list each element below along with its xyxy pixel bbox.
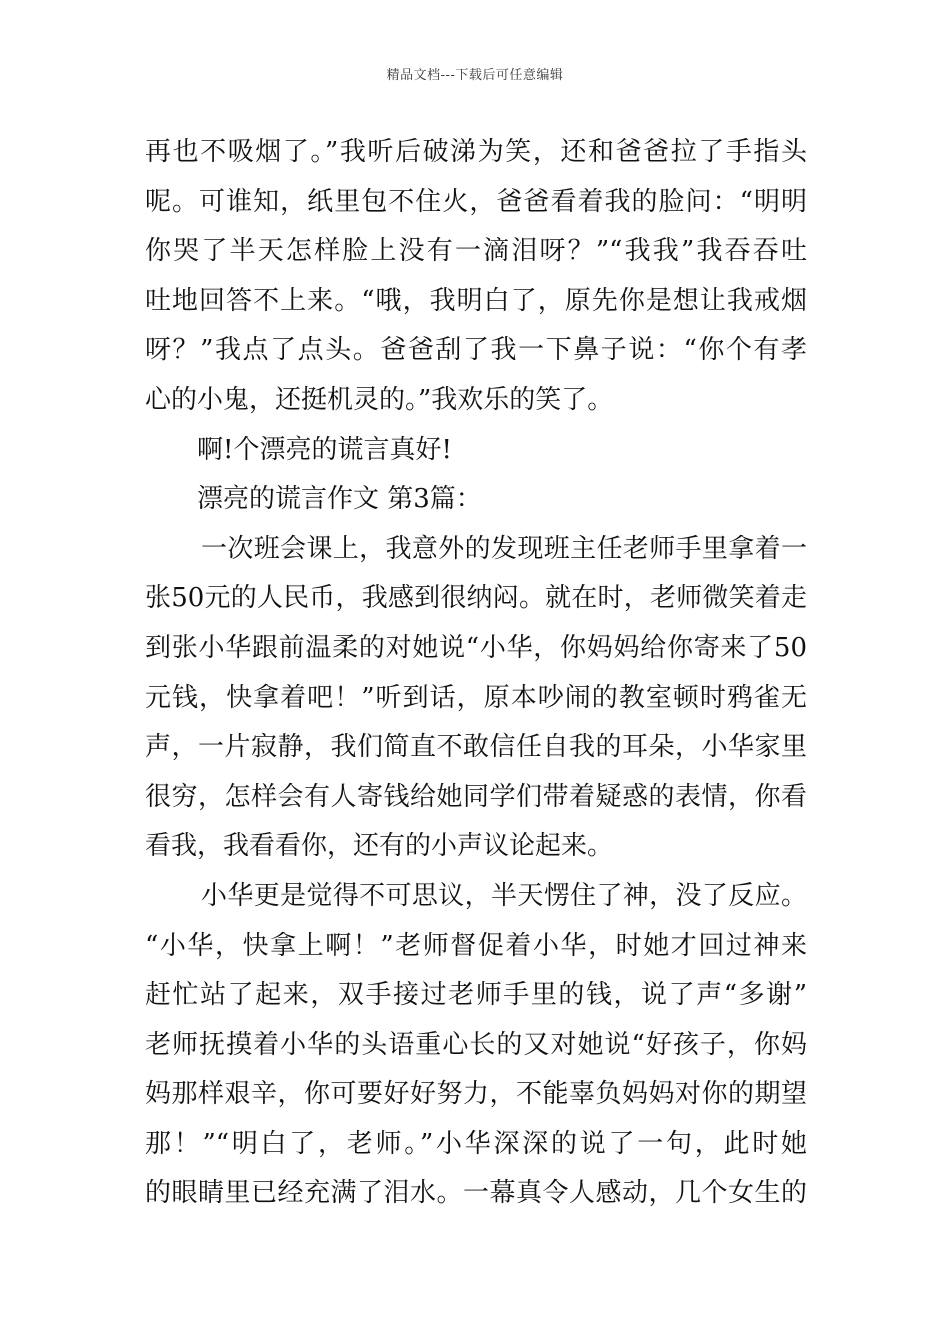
text-line: 啊!个漂亮的谎言真好! <box>197 434 452 465</box>
page-header: 精品文档---下载后可任意编辑 <box>386 68 564 83</box>
text-line: 到张小华跟前温柔的对她说“小华，你妈妈给你寄来了50 <box>145 632 807 663</box>
text-line: 妈那样艰辛，你可要好好努力，不能辜负妈妈对你的期望 <box>145 1079 807 1110</box>
text-line: 的眼睛里已经充满了泪水。一幕真令人感动，几个女生的 <box>145 1178 807 1209</box>
text-line: 呢。可谁知，纸里包不住火，爸爸看着我的脸问：“明明 <box>145 186 807 217</box>
text-line: 你哭了半天怎样脸上没有一滴泪呀？”“我我”我吞吞吐 <box>145 236 807 267</box>
text-line: 那！”“明白了，老师。”小华深深的说了一句，此时她 <box>145 1128 807 1159</box>
text-line: 看我，我看看你，还有的小声议论起来。 <box>145 831 614 862</box>
text-line: 吐地回答不上来。“哦，我明白了，原先你是想让我戒烟 <box>145 285 807 316</box>
body-text <box>145 128 807 1219</box>
text-line: 声，一片寂静，我们简直不敢信任自我的耳朵，小华家里 <box>145 732 807 763</box>
text-line: 张50元的人民币，我感到很纳闷。就在时，老师微笑着走 <box>145 583 807 614</box>
text-line: 元钱，快拿着吧！”听到话，原本吵闹的教室顿时鸦雀无 <box>145 682 807 713</box>
section-heading: 漂亮的谎言作文 第3篇： <box>197 484 482 515</box>
text-line: 很穷，怎样会有人寄钱给她同学们带着疑惑的表情，你看 <box>145 781 807 812</box>
text-line: 一次班会课上，我意外的发现班主任老师手里拿着一 <box>201 533 807 564</box>
text-line: 赶忙站了起来，双手接过老师手里的钱，说了声“多谢” <box>145 980 807 1011</box>
text-line: 心的小鬼，还挺机灵的。”我欢乐的笑了。 <box>145 384 614 415</box>
text-line: 呀？”我点了点头。爸爸刮了我一下鼻子说：“你个有孝 <box>145 335 807 366</box>
text-line: 老师抚摸着小华的头语重心长的又对她说“好孩子，你妈 <box>145 1029 807 1060</box>
text-line: 再也不吸烟了。”我听后破涕为笑，还和爸爸拉了手指头 <box>145 137 807 167</box>
text-line: “小华，快拿上啊！”老师督促着小华，时她才回过神来 <box>145 930 807 961</box>
text-line: 小华更是觉得不可思议，半天愣住了神，没了反应。 <box>201 880 807 911</box>
